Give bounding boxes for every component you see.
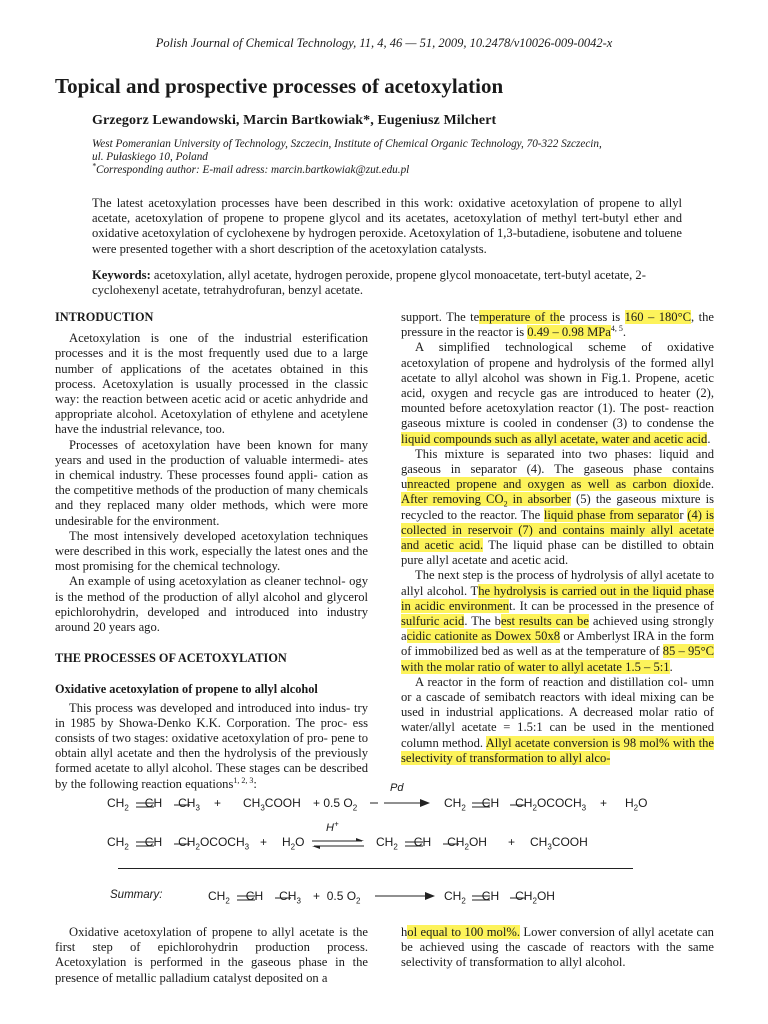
product-acetic-acid: $CH_3COOH$ [530,835,588,852]
single-bond [510,893,528,903]
paragraph: An example of using acetoxylation as cleaner technol- ogy is the method of the production of allyl alcohol and glycerol epichlorohydrin, developed and introduced into industry around 20 years ago. [55,574,368,635]
single-bond [510,800,528,810]
plus-sign: + [600,796,608,810]
journal-header: Polish Journal of Chemical Technology, 11, 4, 46 — 51, 2009, 10.2478/v10026-009-0042-x [155,36,613,50]
highlighted-text: cidic cationite as Dowex 50x8 [406,629,561,644]
highlighted-text: 0.49 – 0.98 MPa [527,325,611,340]
paragraph [401,925,714,971]
highlighted-text: 160 – 180°C [624,310,692,324]
highlighted-text: (4) is collected in reservoir (7) and contains mainly allyl acetate and acetic acid. [401,507,715,553]
text-run: achieved using strongly a [401,614,714,644]
text-run: . [622,325,627,340]
highlighted-text: est results can be [500,614,589,629]
left-column-bottom [55,925,368,986]
highlighted-text: nreacted propene and oxygen as well as carbon dioxi [407,477,699,492]
paragraph: Oxidative acetoxylation of propene to allyl acetate is the first step of epichlorohydrin production process. Acetoxylation is performed in the gaseous phase in the presence of metallic palladium catalyst deposited on a [55,925,368,985]
double-bond [136,839,156,849]
highlighted-text: ol equal to 100 mol%. [407,925,520,939]
plus-sign: + [214,796,222,810]
catalyst-label: H+ [326,819,339,834]
section-heading-processes: THE PROCESSES OF ACETOXYLATION [55,651,287,666]
reaction-arrow [370,798,432,808]
abstract: The latest acetoxylation processes have been described in this work: oxidative acetoxylation of propene to allyl acetate, acetoxylation of propene to propene glycol and its acetates, acetoxylation of methyl tert-butyl ether and oxidative acetoxylation of cyclohexene by hydrogen peroxide. Acetoxylation of 1,3-butadiene, isobutene and toluene were presented together with a short description of the acetoxylation catalysts. [92,196,682,256]
text-run: A simplified technological scheme of oxidative acetoxylation of propene and hydrolysis of the formed allyl acetate to allyl alcohol was shown in Fig.1. Propene, acetic acid, oxygen and recycle gas are introduced to heater (2), mounted before acetoxylation reactor (1). The post- reaction gaseous mixture is cooled in condenser (3) to condense the [401,340,714,431]
paragraph [401,675,714,766]
catalyst-label: Pd [390,782,404,794]
summary-label: Summary: [110,889,163,901]
reactant-propene: $CH_2$ CH $CH_3$ [107,796,200,813]
paper-title: Topical and prospective processes of acetoxylation [55,74,504,98]
keywords-list: acetoxylation, allyl acetate, hydrogen peroxide, propene glycol monoacetate, tert-butyl acetate, 2-cyclohexenyl acetate, tetrahydrofuran, benzyl acetate. [92,268,646,298]
double-bond [472,893,492,903]
product-water: $H_2O$ [625,796,648,813]
highlighted-text: liquid phase from separato [543,507,680,522]
subsection-heading: Oxidative acetoxylation of propene to allyl alcohol [55,682,318,697]
text-run: The next step is the process of hydrolysis of allyl acetate to allyl alcohol. T [401,568,714,598]
paragraph [401,568,714,674]
text-run: t. It can be processed in the presence of [509,598,715,613]
paragraph [55,701,368,792]
double-bond [136,800,156,810]
highlighted-text: Allyl acetate conversion is 98 mol% with the selectivity of transformation to allyl alco- [401,735,714,765]
double-bond [472,800,492,810]
summary-product-allyl-alcohol: $CH_2$ CH $CH_2OH$ [444,889,555,906]
right-column-top [401,310,714,766]
text-run: The liquid phase can be distilled to obtain pure allyl acetate and acetic acid. [401,538,714,568]
plus-sign: + [260,835,268,849]
divider-line [118,868,633,869]
text-run: e process is [559,310,625,324]
text-run: This mixture is separated into two phases: liquid and gaseous in separator (4). The gaseous phase contains u [401,446,714,492]
paragraph: Acetoxylation is one of the industrial esterification processes and it is the most frequently used due to a large number of applications of the acetates obtained in this process. Acetoxylation is usually processed in the classic way: the reaction between acetic acid or acetic anhydride and appropriate alcohol. Acetoxylation of ethylene and acetylene have the industrial relevance, too. [55,331,368,437]
paragraph: The most intensively developed acetoxylation techniques were described in this work, especially the latest ones and the most promising for the chemical technology. [55,528,368,574]
highlighted-text [401,492,571,509]
reactant-acetic-acid: $CH_3COOH$ [243,796,301,813]
highlighted-text: mperature of th [479,310,560,324]
paragraph [401,340,714,446]
left-column-top [55,310,368,792]
corresponding-author [92,161,682,177]
highlighted-text: sulfuric acid [401,614,465,629]
corresponding-text: Corresponding author: E-mail adress: marcin.bartkowiak@zut.edu.pl [96,164,410,177]
single-bond [275,893,293,903]
single-bond [174,800,192,810]
product-allyl-acetate: $CH_2$ CH $CH_2OCOCH_3$ [444,796,587,813]
double-bond [405,839,425,849]
paragraph-text: This process was developed and introduced into indus- try in 1985 by Showa-Denko K.K. Corporation. The proc- ess consists of two stages: oxidative acetoxylation of pro- pene to obtain allyl acetate and then the hydrolysis of the previously formed acetate to allyl alcohol. These stages can be described by the following reaction equations [55,700,368,791]
subscript: 2 [503,499,508,509]
summary-reactant-oxygen: + 0.5 $O_2$ [313,889,361,906]
double-bond [237,893,257,903]
equilibrium-arrow [312,838,366,850]
text-run: or Amberlyst IRA in the form of immobilized bed as well as at the temperature of [401,629,714,659]
text-run: in absorber [507,492,571,507]
text-run: After removing CO [401,492,504,507]
affiliation-line-2: ul. Pułaskiego 10, Poland [92,151,208,164]
text-run: . [707,431,711,446]
reference-marks: 4, 5 [610,324,623,334]
section-heading-introduction: INTRODUCTION [55,310,154,324]
highlighted-text: he hydrolysis is carried out in the liquid phase in acidic environmen [401,583,714,613]
affiliation-line-1: West Pomeranian University of Technology, Szczecin, Institute of Chemical Organic Technology, 70-322 Szczecin, [92,138,602,150]
text-run: , the pressure in the reactor is [401,310,714,340]
single-bond [174,839,192,849]
reference-marks: 1, 2, 3 [233,775,254,785]
paragraph [401,447,714,569]
right-column-bottom [401,925,714,971]
keywords [92,268,682,298]
paragraph-end: : [253,776,257,791]
reaction-arrow [375,891,437,901]
corresponding-mark: * [92,161,96,171]
single-bond [443,839,461,849]
product-allyl-alcohol: $CH_2$ CH $CH_2OH$ [376,835,487,852]
reactant-water: $H_2O$ [282,835,305,852]
highlighted-text: liquid compounds such as allyl acetate, water and acetic acid [401,431,708,446]
summary-reactant-propene: $CH_2$ CH $CH_3$ [208,889,301,906]
text-run: r [679,507,688,522]
authors: Grzegorz Lewandowski, Marcin Bartkowiak*, Eugeniusz Milchert [92,113,497,128]
paragraph: Processes of acetoxylation have been known for many years and used in the production of valuable intermedi- ates in chemical industry. These processes found appli- cation as the competitive methods of the production of many chemicals and they replaced many older methods, which were more undesirable for the environment. [55,437,368,528]
affiliation [92,138,682,178]
text-run: A reactor in the form of reaction and distillation col- umn or a cascade of semibatch reactors with ideal mixing can be used in industrial applications. A decreased molar ratio of water/allyl acetate = 1.5:1 can be used in the mentioned column method. [401,674,714,750]
reactant-oxygen: + 0.5 $O_2$ [313,796,358,813]
text-run: (5) the gaseous mixture is recycled to the reactor. The [401,492,714,522]
paragraph [401,310,714,340]
text-run: de. [698,477,714,492]
reactant-allyl-acetate: $CH_2$ CH $CH_2OCOCH_3$ [107,835,250,852]
text-run: . [669,659,673,674]
text-run: Lower conversion of allyl acetate can be achieved using the cascade of reactors with the same selectivity of transformation to allyl alcohol. [401,925,714,970]
text-run: h [401,925,408,939]
highlighted-text: 85 – 95°C with the molar ratio of water to allyl acetate 1.5 – 5:1 [401,644,714,674]
text-run: support. The te [401,310,480,324]
text-run: . The b [464,614,501,629]
keywords-label: Keywords: [92,268,151,282]
plus-sign: + [508,835,516,849]
